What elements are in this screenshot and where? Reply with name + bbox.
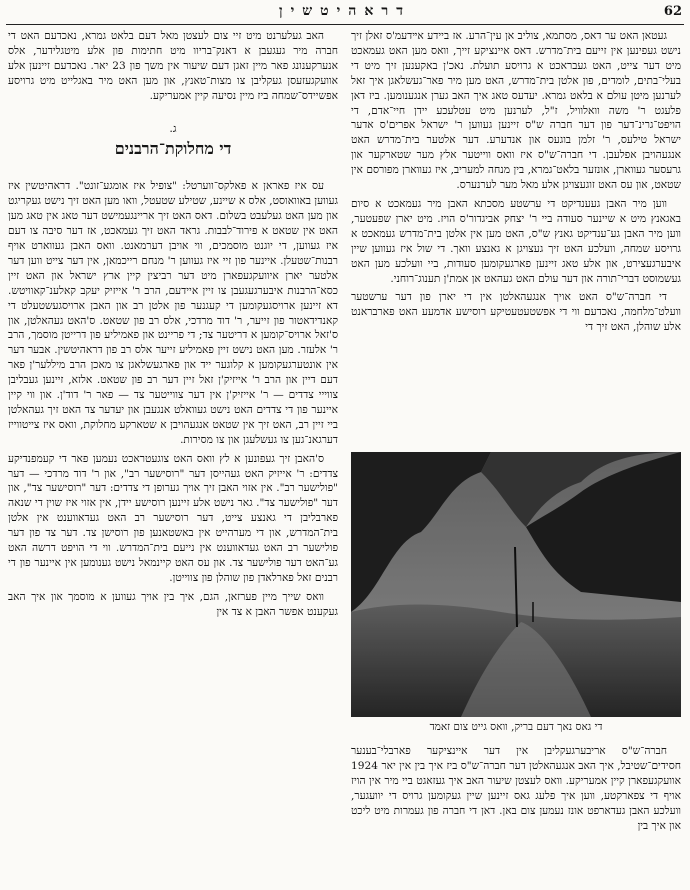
street-photo: [351, 452, 681, 717]
running-title: דראהיטשין: [279, 3, 411, 19]
paragraph: געטאן האט ער דאס, מסתמא, צוליב אן עין־הרע. אז ביידע אײדעמ'ס זאלן זיך נישט געפינען אין זייעם בית־מדרש. דאס איינציקע זייך, וואס מען האט געמאכט מיט דער צייט, האט געבראכט א גרויסע תועלת. נאכ'ן באקענען זיך מיט די בעלי־בתים, לומדים, פון אלטן בית־מדרש, האט מען מיר פאר־געשלאגן איך זאל לערנען מיטן עולם א בלאט גמרא. יעדעס טאג איך האב גערן אנגענומען. ביז דאן פלעגט ר' משה וואלוויל, ז"ל, לערנען מיט עטלעכע יידן חיי־אדם, די הויפט־גרינ־דער פון דער חברה ש"ס זיינען געווען ר' ישראל אפרים'ס אדער ישראל טילעס, ר' זלמן בוגעס און אנדערע. דער אלטער בית־מדרש האט אנגעהויבן אפלעבן. די חברה־ש"ס איז וואס ווייטער אלץ מער שטארקער און גרעסער געווארן, אונזער בלאט־גמרא, בין מנחה למעריב, איז געווארן מפורסם אין שטאט, און עס האט זוגעצויגן אלע מאל מער לערנערס.: [351, 30, 681, 192]
paragraph: האב געלערנט מיט זיי צום לעצטן מאל דעם בלאט גמרא, נאכדעם האט די חברה מיר געגעבן א דאנק־בריוו מיט חתימות פון אלע מיטגלידער, אלס אנערקענונג פאר מיין זאגן דעם שיעור אין משך פון 23 יאר. נאכדעם זיינען אלע אוועקגעזעסן געקליבן צו מצות־טאנץ, און מען האט מיר באגלייט מיט גרויסע אפשיידס־שמחה ביז מיין נסיעה קיין אמעריקע.: [8, 30, 338, 102]
photo-caption: די גאס נאך דעם בריק, וואס גייט צום זאמד: [429, 721, 603, 733]
section-number: ג.: [169, 121, 177, 135]
page-number: 62: [663, 4, 682, 19]
paragraph: חברה־ש"ס אריבערגעקליבן אין דער איינציקער פארבלי־בענער חסידים־שטיבל, איך האב אנגעהאלטן דער חברה־ש"ס ביז איך בין אין יאר 1924 אוועקגעפארן קיין אמעריקע. וואס לעצטן שיעור האב איך געזאגט ביי מיר אין הויז אויף די צפארקטע, ווען איך פלעג גאס זיינען שיין געקומען גרויס די יוועגער, וועלכע האבן געדארפט אונז נעמען צום באן. דאן די חברה פון געמרות מיט ליכט און איך בין: [351, 745, 681, 832]
right-column: [351, 29, 681, 339]
page-header: [6, 2, 684, 25]
paragraph: וואס שייך מיין פערזאן, הגם, איך בין אויך געווען א מוסמך און איך האב געקענט אפשר האבן א צד אין: [8, 590, 338, 618]
paragraph: ס'האבן זיך געפונען א לץ וואס האט צוגעטראכט נעמען פאר די קעמפנדיקע צדדים: ר' אייזיק האט געהייסן דער "רוסישער רב", און ר' דוד מרדכי — דער "פולישער רב". אין אזוי האבן זיך אויך גערופן די צדדים: דער "רוסישער צד", און דער "פולישער צד". גאר נישט אלע זיינען רוסישע יידן, אין אזוי איז שוין די שנאה פארבליבן די גאנצע צייט, דער רוסישער רב האט געדאווענט אין אלטן בית־המדרש, און די מערהייט אין באשטאנען פון רוסישן צד. דער צד פון דער פולישער רב האט געדאווענט אין נייעם בית־המדרש. ווי די הויפט דרשה האט גע־האט דער פולישער צד. און עס האט קיינמאל נישט גענומען אין איינער פון די רבנים זאל פארלאדן פון שוהלן פון צווייטן.: [8, 452, 338, 584]
section-title: די מחלוקת־הרבנים: [114, 139, 232, 159]
paragraph: עס איז פאראן א פאלקס־ווערטל: "צופיל איז אומגע־זונט". דראהיטשין איז געווען באוואוסט, אלס א שיינע, שטילע שטעטל, וואו מען האט זיך נישט געקריגט און מען האט געלעבט בשלום. דאס האט זיך אריינגעמישט דער טאג אין טאג מען האט אין שטאט א פירוד־לבבות. גראד האט זיך געמאכט, אז דער סיבה צו דעם איז געווען, די יוגנט מוסמכים, ווי אויבן דערמאנט. וואס האבן געווארט אויף רבנות־שטעלן. איינער פון זיי איז געווען ר' מנחם רייכמאן, אין דער צייט ווען דער אלטער יארן איוועקגעפארן מיט דער רביצין קיין ארץ ישראל און האט זיין כסא־הרבנות איבערגעגעבן צו זיין איידעם, הרב ר' אייזיק יעקב קאלענ־קאוויטש. דא זיינען ארויסגעקומען די קעגנער פון אלטן רב און האבן ארויסגעשטעלט די קאנדידאטור פון זייער, ר' דוד מרדכי, אלס רב פון שטאט. ס'האט געהאלטן, און ס'זאל ארויס־קומען א דריטער צד; די פריינט און פאמיליע פון דרייטן מוסמך, הרב ר' אלעזר. מען האט נישט זיין פאמיליע זייער אלס רב פון דראהיטשין. אבער דער אין אונטערגעקומען א קלוגער ייד און פארגעשלאגן צו מאכן הרב מיללער'ן פאר דעם דיין און הרב ר' אייזיק'ן זאל זיין דער רב פון שטאט. אלזא, זיינען געבליבן צווייי צדדים — ר' אייזיק'ן אין דער צווייטער צד — פאר ר' דוד'ן. און ווי קיין איינער פון די צדדים האט נישט געוואלט אנגעבן און יעדער צד האט זיך געהאלטן ביי זיין רב, האט זיך אין שטאט אנגעהויבן א שטארקע מחלוקת, וואס איז צייטווייז דערגאנ־גען צו געשלעגן און צו מסירות.: [8, 180, 338, 446]
paragraph: די חברה־ש"ס האט אויך אנגעהאלטן אין די יארן פון דער ערשטער וועלט־מלחמה, נאכדעם ווי די אפשטעטעטיקע רוסישע אדמעע האט פארבראנט אלע שוהלן, האט זיך די: [351, 291, 681, 334]
left-column: [8, 29, 338, 624]
paragraph: ווען מיר האבן געענדיקט די ערשטע מסכתא האבן מיר געמאכט א סיום באגאנץ מיט א שיינער סעודה ביי ר' יצחק אביגדור'ס הויז. מיט יארן שפעטער, ווען מיר האבן גע־ענדיקט גאנץ ש"ס, האט מען אין אלטן בית־מדרש געמאכט א גרויסע שמחה, וועלכע האט זיך געצויגן א גאנצע וואך. די שול איז געווען שיין איבערגעצירט, און אלע טאג זיינען פארגעקומען סעודות, ביי וועלכע מען האט געשמוסט דברי־תורה און דער עולם האט געהאט אן אמת'ן תענוג־רוחני.: [351, 197, 681, 285]
right-column-bottom: [351, 744, 681, 837]
